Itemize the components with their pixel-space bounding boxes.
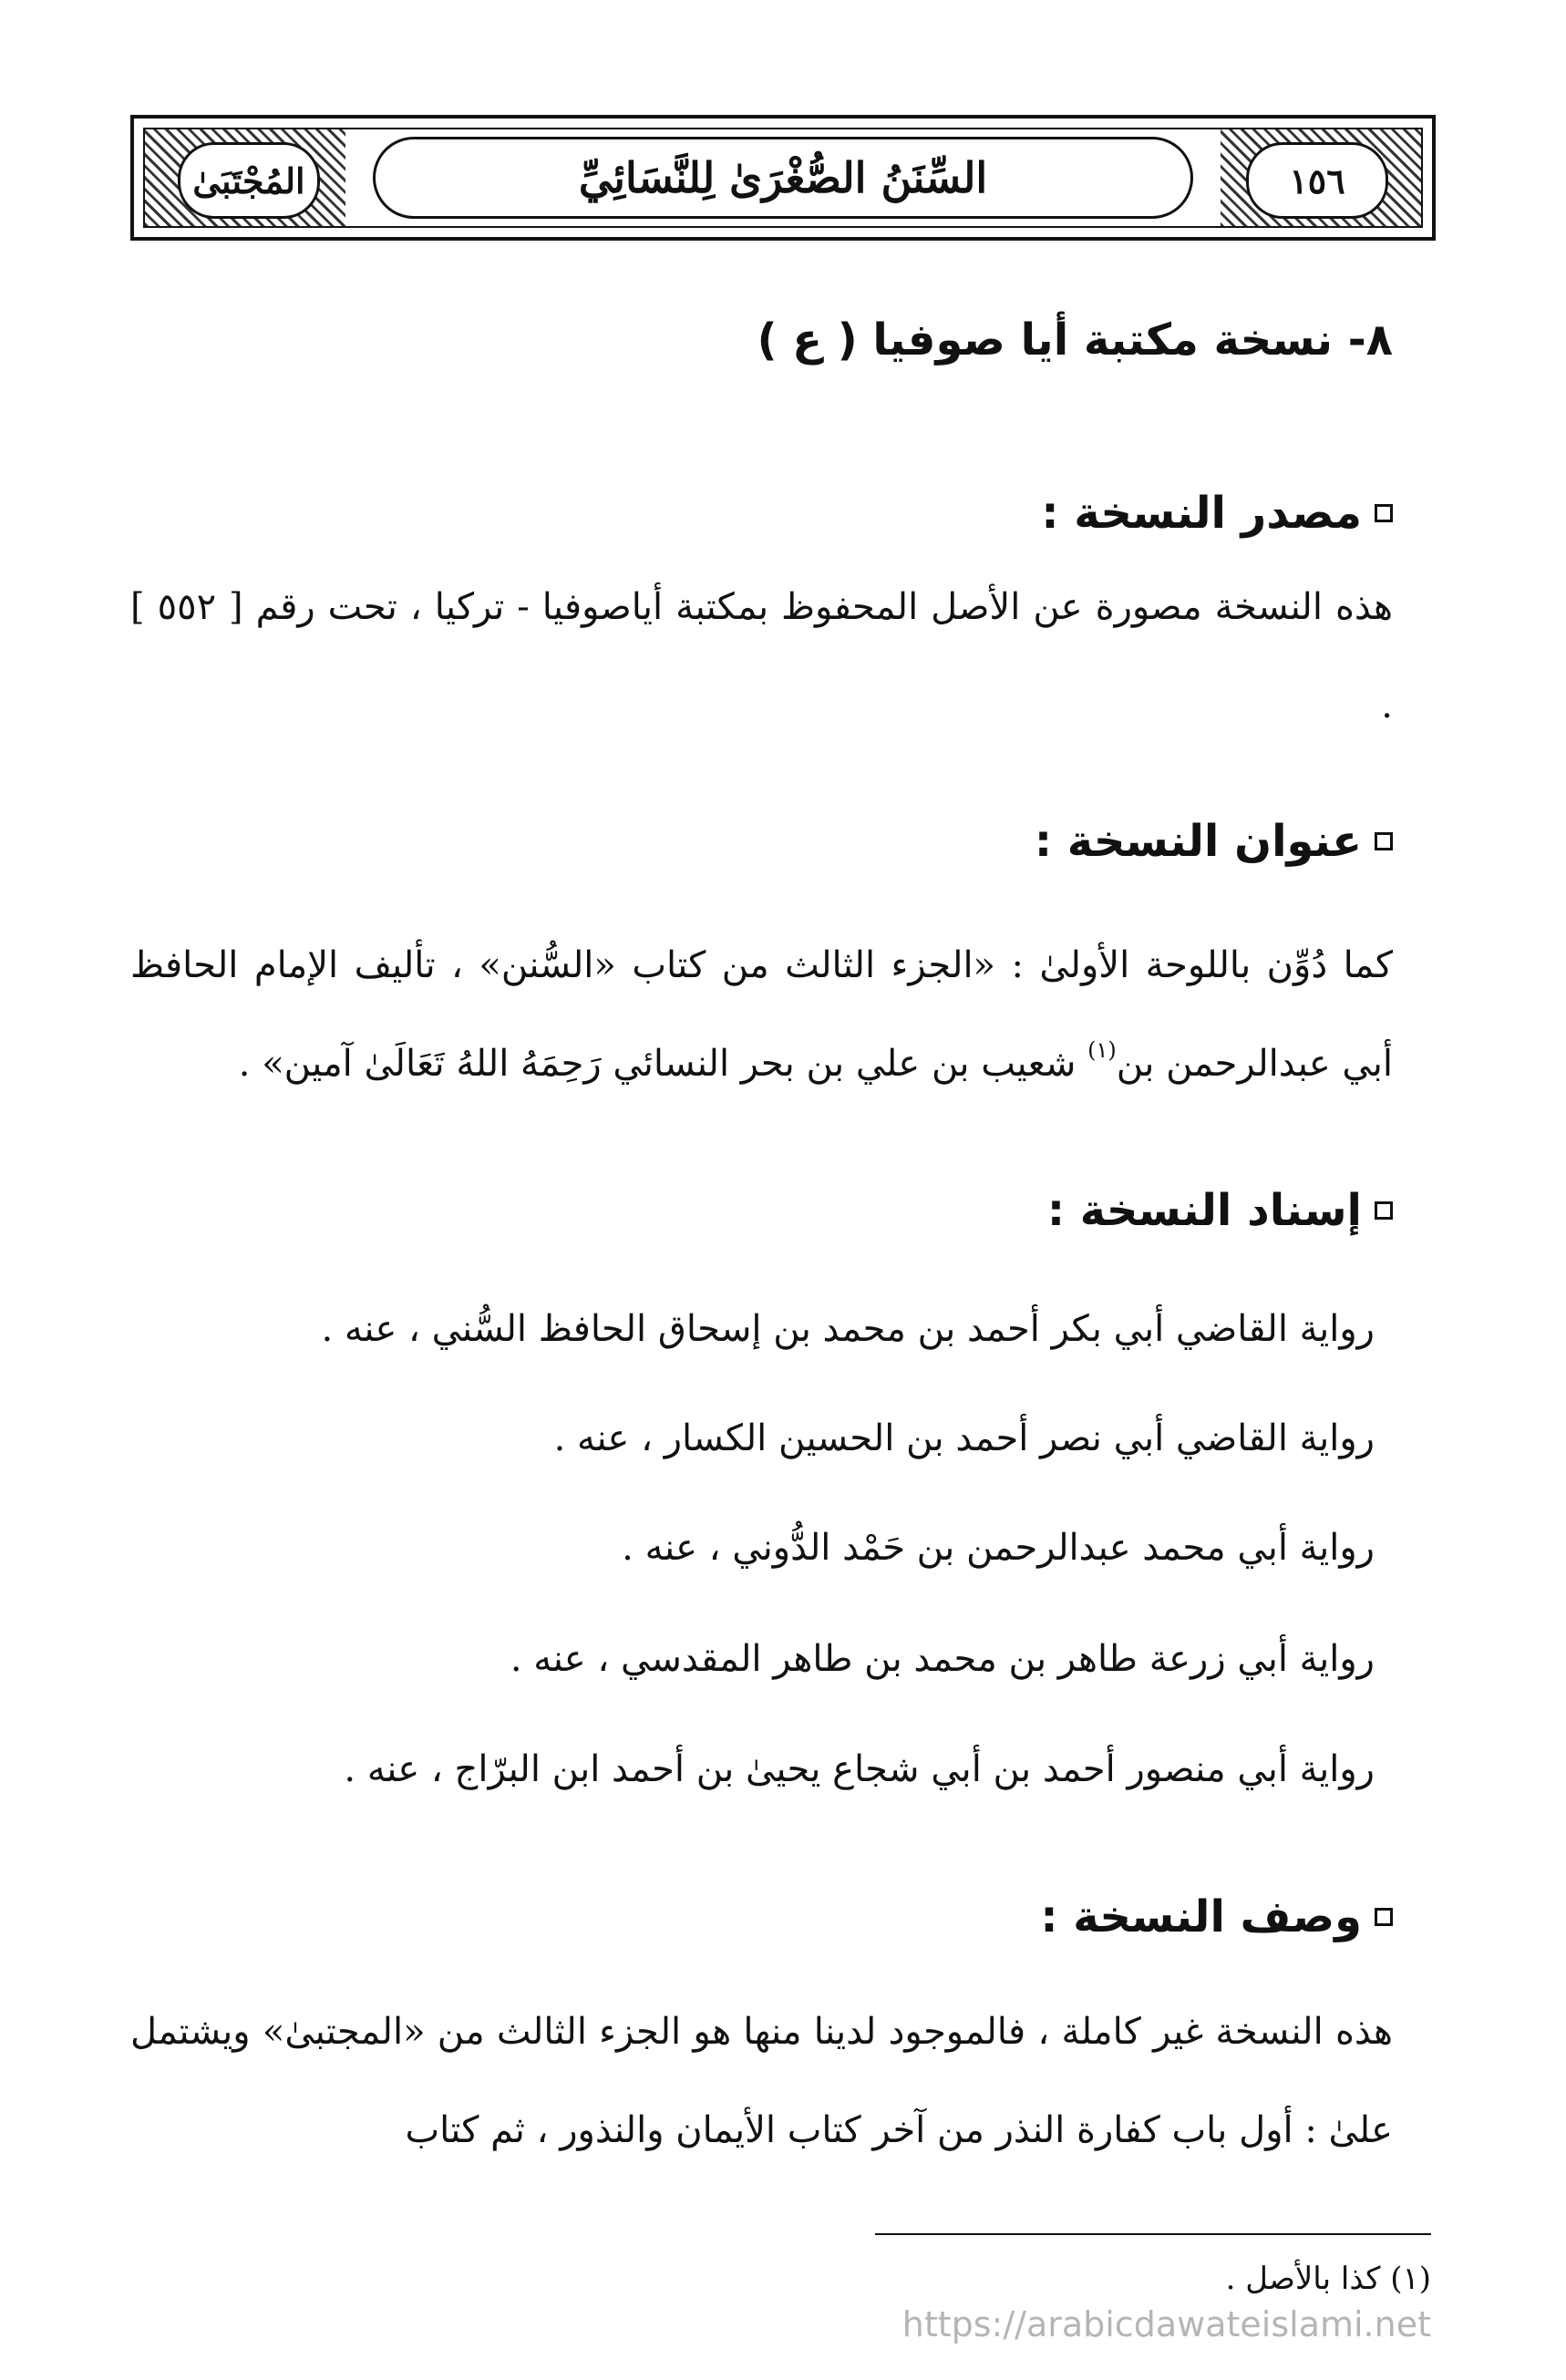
square-bullet-icon <box>1375 1201 1393 1220</box>
isnad-line: رواية القاضي أبي نصر أحمد بن الحسين الكسار ، عنه . <box>553 1417 1375 1459</box>
title-heading-row <box>1035 816 1393 867</box>
title-heading: عنوان النسخة : <box>1034 816 1362 867</box>
isnad-line: رواية أبي محمد عبدالرحمن بن حَمْد الدُّوني ، عنه . <box>622 1527 1375 1569</box>
emblem-medallion <box>178 142 320 219</box>
section-title: ٨- نسخة مكتبة أيا صوفيا ( ع ) <box>757 314 1393 366</box>
page-number: ١٥٦ <box>1289 160 1345 201</box>
isnad-heading-row <box>1047 1185 1393 1236</box>
header-frame <box>143 128 1423 228</box>
page-number-medallion <box>1246 142 1388 219</box>
emblem-text: المُجْتَبَىٰ <box>192 160 305 201</box>
isnad-heading: إسناد النسخة : <box>1046 1185 1362 1236</box>
footnote-marker[interactable]: (١) <box>1087 1037 1117 1063</box>
description-paragraph: هذه النسخة غير كاملة ، فالموجود لدينا منها هو الجزء الثالث من «المجتبىٰ» ويشتمل علىٰ : أول باب كفارة النذر من آخر كتاب الأيمان والنذور ، ثم كتاب <box>130 2011 1393 2151</box>
isnad-line: رواية القاضي أبي بكر أحمد بن محمد بن إسحاق الحافظ السُّني ، عنه . <box>321 1308 1375 1350</box>
title-text-after: شعيب بن علي بن بحر النسائي رَحِمَهُ اللهُ تَعَالَىٰ آمين» . <box>238 1043 1088 1085</box>
running-header <box>130 115 1436 241</box>
footnote: (١) كذا بالأصل . <box>1225 2261 1431 2297</box>
title-paragraph <box>130 916 1393 1118</box>
source-paragraph: هذه النسخة مصورة عن الأصل المحفوظ بمكتبة أياصوفيا - تركيا ، تحت رقم [ ٥٥٢ ] . <box>130 586 1393 726</box>
book-title: السِّنَنُ الصُّغْرَىٰ لِلنَّسَائِيِّ <box>578 153 988 202</box>
watermark-url: https://arabicdawateislami.net <box>901 2304 1431 2344</box>
square-bullet-icon <box>1375 504 1393 522</box>
isnad-line: رواية أبي زرعة طاهر بن محمد بن طاهر المقدسي ، عنه . <box>510 1638 1375 1680</box>
square-bullet-icon <box>1375 1908 1393 1926</box>
source-heading-row <box>1041 488 1393 539</box>
footnote-separator <box>875 2233 1431 2235</box>
title-text-before: كما دُوِّن باللوحة الأولىٰ : «الجزء الثالث من كتاب «السُّنن» ، تأليف الإمام الحافظ أبي عبدالرحمن بن <box>130 944 1393 1085</box>
title-cartouche <box>373 137 1193 219</box>
square-bullet-icon <box>1375 832 1393 850</box>
isnad-line: رواية أبي منصور أحمد بن أبي شجاع يحيىٰ بن أحمد ابن البرّاج ، عنه . <box>344 1748 1375 1790</box>
description-heading: وصف النسخة : <box>1040 1891 1362 1942</box>
description-heading-row <box>1040 1891 1393 1942</box>
source-heading: مصدر النسخة : <box>1041 488 1362 539</box>
